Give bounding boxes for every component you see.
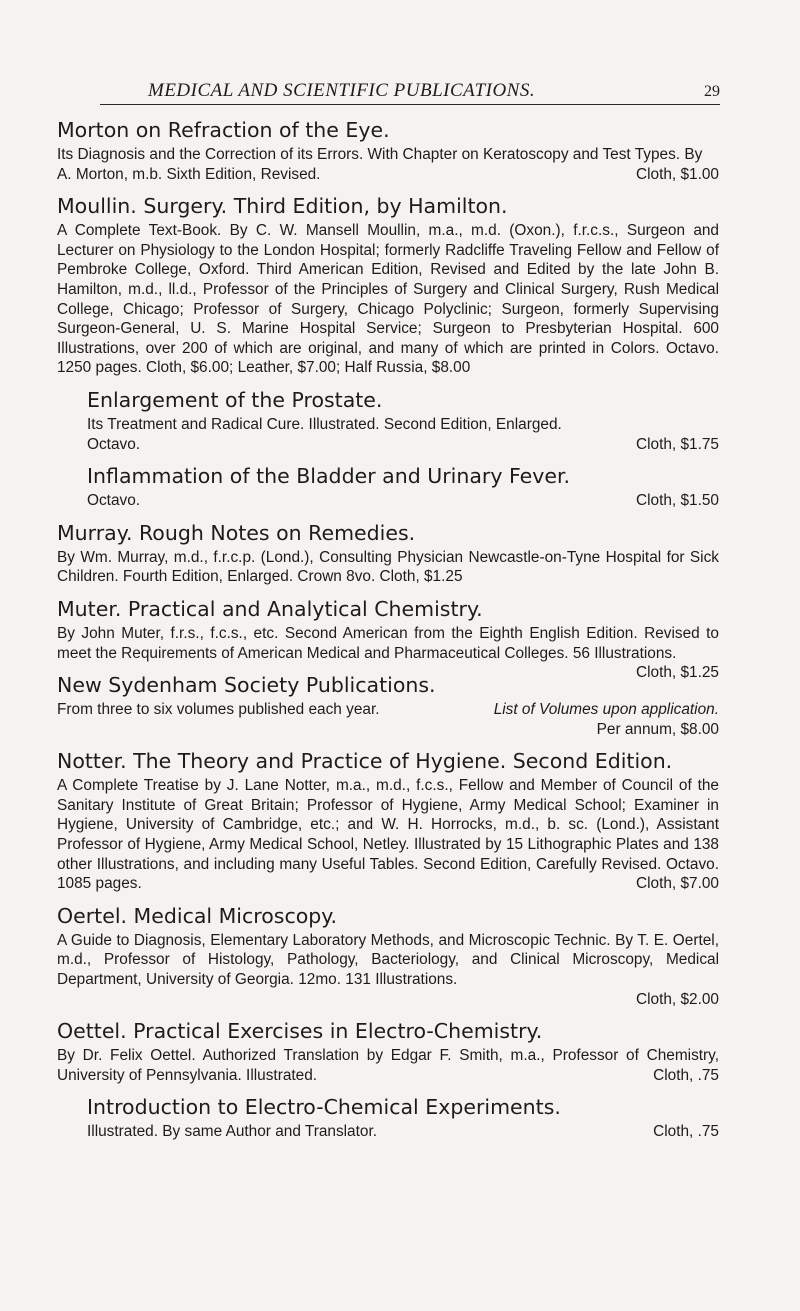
entry-body-text: A Complete Treatise by J. Lane Notter, m.a., m.d., f.c.s., Fellow and Member of Council of the Sanitary Institute of Great Britain; Professor of Hygiene, Army Medical School; Examiner in Hygiene, University of Cambridge, etc.; and W. H. Horrocks, m.d., b. sc. (Lond.), Assistant Professor of Hygiene, Army Medical School, Netley. Illustrated by 15 Lithographic Plates and 138 other Illustrations, and including many Useful Tables. Second Edition, Carefully Revised. Octavo. 1085 pages. xyxy=(57,777,719,893)
entry-body: Its Diagnosis and the Correction of its Errors. With Chapter on Keratoscopy and Test Types. By A. Morton, m.b. Sixth Edition, Revised. xyxy=(57,146,703,183)
catalog-entry xyxy=(57,521,719,587)
entry-body xyxy=(57,221,719,378)
entry-body: By Wm. Murray, m.d., f.r.c.p. (Lond.), Consulting Physician Newcastle-on-Tyne Hospital for Sick Children. Fourth Edition, Enlarged. Crown 8vo. Cloth, $1.25 xyxy=(57,548,719,586)
entry-title: Morton on Refraction of the Eye. xyxy=(57,118,390,142)
entry-title: Inflammation of the Bladder and Urinary Fever. xyxy=(87,464,571,489)
entry-title: New Sydenham Society Publications. xyxy=(57,673,436,698)
catalog-entry xyxy=(57,673,719,739)
entry-body-text: A Complete Text-Book. By C. W. Mansell Moullin, m.a., m.d. (Oxon.), f.r.c.s., Surgeon and Lecturer on Physiology to the London Hospital; formerly Radcliffe Traveling Fellow and Fellow of Pembroke College, Oxford. Third American Edition, Revised and Edited by the late John B. Hamilton, m.d., ll.d., Professor of the Principles of Surgery and Clinical Surgery, Rush Medical College, Chicago; Professor of Surgery, Chicago Polyclinic; Surgeon, formerly Supervising Surgeon-General, U. S. Marine Hospital Service; Surgeon to Presbyterian Hospital. 600 Illustrations, over 200 of which are original, and many of which are printed in Colors. Octavo. 1250 pages. xyxy=(57,222,719,377)
price-line xyxy=(57,700,719,720)
price-line xyxy=(87,435,719,455)
entry-price: Cloth, $7.00 xyxy=(636,875,719,893)
entry-body-wrap xyxy=(57,145,719,184)
entry-title: Muter. Practical and Analytical Chemistry. xyxy=(57,596,483,621)
entry-price: Per annum, $8.00 xyxy=(596,720,719,738)
catalog-entries xyxy=(57,118,719,1152)
entry-format: Octavo. xyxy=(87,435,141,453)
entry-price: Cloth, $1.00 xyxy=(636,165,719,183)
entry-price: Cloth, $1.50 xyxy=(636,492,719,510)
entry-price: Cloth, $1.75 xyxy=(636,435,719,453)
catalog-entry xyxy=(57,464,719,511)
entry-body: A Guide to Diagnosis, Elementary Laboratory Methods, and Microscopic Technic. By T. E. Oertel, m.d., Professor of Histology, Pathology, Bacteriology, and Clinical Microscopy, Medical Department, University of Georgia. 12mo. 131 Illustrations. xyxy=(57,931,719,989)
catalog-entry xyxy=(57,1019,719,1085)
entry-price: Cloth, $6.00; Leather, $7.00; Half Russia, $8.00 xyxy=(146,359,471,377)
price-line xyxy=(87,491,719,511)
entry-price: Cloth, $1.25 xyxy=(636,664,719,682)
entry-title: Murray. Rough Notes on Remedies. xyxy=(57,520,416,545)
entry-body-text: By Dr. Felix Oettel. Authorized Translation by Edgar F. Smith, m.a., Professor of Chemistry, University of Pennsylvania. Illustrated. xyxy=(57,1047,719,1084)
entry-price: Cloth, .75 xyxy=(653,1066,719,1084)
entry-body-text: By John Muter, f.r.s., f.c.s., etc. Second American from the Eighth English Edition. Revised to meet the Requirements of American Medical and Pharmaceutical Colleges. 56 Illustrations. xyxy=(57,624,719,662)
entry-format: Illustrated. By same Author and Translator. xyxy=(87,1123,378,1141)
entry-body: From three to six volumes published each year. xyxy=(57,701,380,719)
catalog-entry xyxy=(57,388,719,454)
catalog-entry xyxy=(57,904,719,1009)
entry-price: Cloth, .75 xyxy=(653,1123,719,1141)
entry-title: Introduction to Electro-Chemical Experiments. xyxy=(87,1095,561,1120)
entry-title: Oertel. Medical Microscopy. xyxy=(57,903,338,928)
price-line xyxy=(87,1122,719,1142)
running-head: MEDICAL AND SCIENTIFIC PUBLICATIONS. xyxy=(148,80,536,101)
entry-body xyxy=(57,776,719,894)
entry-format: Octavo. xyxy=(87,492,141,510)
catalog-entry xyxy=(57,194,719,378)
page-header xyxy=(100,80,720,105)
entry-title: Oettel. Practical Exercises in Electro-Chemistry. xyxy=(57,1019,543,1044)
entry-title: Enlargement of the Prostate. xyxy=(87,387,383,412)
catalog-entry xyxy=(57,749,719,894)
entry-title: Notter. The Theory and Practice of Hygiene. Second Edition. xyxy=(57,749,673,774)
entry-body xyxy=(57,624,719,682)
catalog-entry xyxy=(57,1095,719,1142)
page-number: 29 xyxy=(704,83,720,100)
entry-italic-note: List of Volumes upon application. xyxy=(493,701,719,719)
catalog-entry xyxy=(57,118,719,184)
catalog-entry xyxy=(57,596,719,682)
entry-price: Cloth, $2.00 xyxy=(636,990,719,1008)
entry-body xyxy=(57,1046,719,1085)
entry-body: Its Treatment and Radical Cure. Illustrated. Second Edition, Enlarged. xyxy=(87,415,562,433)
entry-title: Moullin. Surgery. Third Edition, by Hamilton. xyxy=(57,194,508,219)
